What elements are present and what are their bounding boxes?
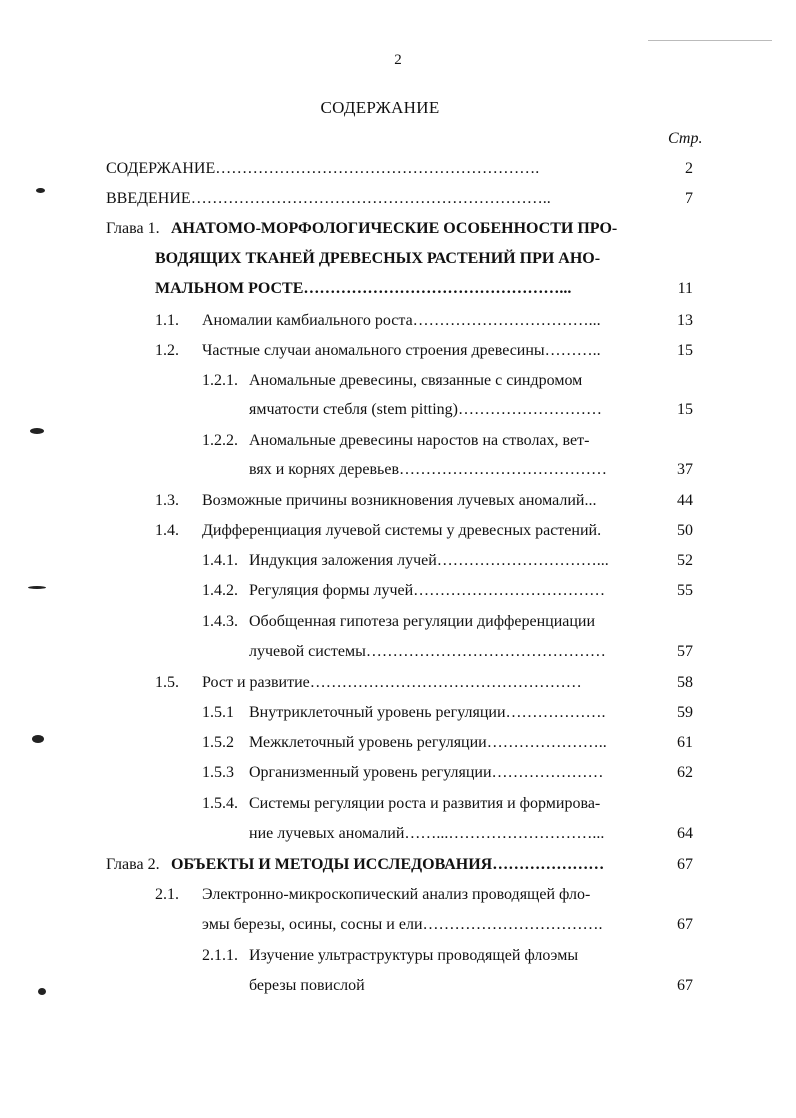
toc-entry-line: АНАТОМО-МОРФОЛОГИЧЕСКИЕ ОСОБЕННОСТИ ПРО- (171, 220, 618, 237)
toc-entry-line: Аномальные древесины, связанные с синдромом (249, 372, 583, 389)
toc-entry-line: ние лучевых аномалий……...………………………... (249, 825, 605, 842)
toc-page-number: 62 (677, 764, 693, 781)
toc-entry-number: 1.2. (155, 342, 179, 359)
toc-entry-number: 1.4.3. (202, 613, 238, 630)
toc-entry-line: Организменный уровень регуляции………………… (249, 764, 604, 781)
toc-entry-line: ВОДЯЩИХ ТКАНЕЙ ДРЕВЕСНЫХ РАСТЕНИЙ ПРИ АНО- (155, 250, 601, 267)
toc-entry-line: Частные случаи аномального строения древесины……….. (202, 342, 601, 359)
toc-entry-line: Изучение ультраструктуры проводящей флоэмы (249, 947, 579, 964)
toc-page-number: 2 (685, 160, 693, 177)
toc-entry-line: березы повислой (249, 977, 365, 994)
toc-entry-number: 1.2.1. (202, 372, 238, 389)
toc-entry-line: ямчатости стебля (stem pitting)……………………… (249, 401, 602, 418)
toc-entry-line: Возможные причины возникновения лучевых аномалий... (202, 492, 597, 509)
toc-entry-line: Межклеточный уровень регуляции………………….. (249, 734, 607, 751)
toc-entry-line: Рост и развитие…………………………………………… (202, 674, 582, 691)
toc-entry-number: 1.5.3 (202, 764, 234, 781)
toc-entry-number: 1.4.2. (202, 582, 238, 599)
toc-entry-line: Индукция заложения лучей…………………………... (249, 552, 609, 569)
toc-page-number: 59 (677, 704, 693, 721)
toc-entry-number: Глава 1. (106, 220, 160, 237)
toc-entry-line: СОДЕРЖАНИЕ……………………………………………………. (106, 160, 540, 177)
toc-page-number: 11 (677, 280, 693, 297)
toc-entry-line: Системы регуляции роста и развития и формирова- (249, 795, 601, 812)
toc-entry-number: 1.4. (155, 522, 179, 539)
toc-entry-line: эмы березы, осины, сосны и ели……………………………. (202, 916, 603, 933)
toc-page-number: 67 (677, 977, 693, 994)
page-title: СОДЕРЖАНИЕ (320, 98, 440, 117)
toc-entry-number: 1.2.2. (202, 432, 238, 449)
toc-entry-number: 2.1.1. (202, 947, 238, 964)
toc-page-number: 15 (677, 401, 693, 418)
toc-page-number: 67 (677, 916, 693, 933)
toc-entry-line: Внутриклеточный уровень регуляции………………. (249, 704, 606, 721)
toc-entry-line: Дифференциация лучевой системы у древесных растений. (202, 522, 602, 539)
toc-entry-line: лучевой системы……………………………………… (249, 643, 606, 660)
toc-entry-line: Аномальные древесины наростов на стволах, вет- (249, 432, 590, 449)
toc-page-number: 64 (677, 825, 693, 842)
scan-artifact-line (648, 40, 772, 41)
page-column-header: Стр. (668, 130, 703, 147)
toc-page-number: 44 (677, 492, 693, 509)
toc-entry-number: 1.5.4. (202, 795, 238, 812)
toc-page-number: 55 (677, 582, 693, 599)
page-number: 2 (394, 52, 402, 68)
toc-entry-line: ВВЕДЕНИЕ………………………………………………………….. (106, 190, 551, 207)
toc-page-number: 37 (677, 461, 693, 478)
toc-page-number: 58 (677, 674, 693, 691)
toc-entry-number: Глава 2. (106, 856, 160, 873)
toc-entry-number: 1.4.1. (202, 552, 238, 569)
toc-entry-number: 2.1. (155, 886, 179, 903)
toc-page-number: 7 (685, 190, 693, 207)
toc-page-number: 52 (677, 552, 693, 569)
toc-entry-line: ОБЪЕКТЫ И МЕТОДЫ ИССЛЕДОВАНИЯ………………… (171, 856, 605, 873)
toc-entry-number: 1.5.1 (202, 704, 234, 721)
toc-entry-number: 1.3. (155, 492, 179, 509)
toc-page-number: 50 (677, 522, 693, 539)
toc-page-number: 13 (677, 312, 693, 329)
toc-entry-line: Регуляция формы лучей……………………………… (249, 582, 606, 599)
toc-page-number: 67 (677, 856, 693, 873)
toc-entry-line: Электронно-микроскопический анализ проводящей фло- (202, 886, 591, 903)
toc-entry-line: Аномалии камбиального роста……………………………... (202, 312, 601, 329)
toc-entry-number: 1.5. (155, 674, 179, 691)
toc-entry-line: МАЛЬНОМ РОСТЕ…………………………………………... (155, 280, 572, 297)
toc-page-number: 61 (677, 734, 693, 751)
toc-entry-line: вях и корнях деревьев………………………………… (249, 461, 607, 478)
toc-entry-line: Обобщенная гипотеза регуляции дифференциации (249, 613, 596, 630)
toc-page-number: 57 (677, 643, 693, 660)
toc-entry-number: 1.1. (155, 312, 179, 329)
toc-page-number: 15 (677, 342, 693, 359)
toc-entry-number: 1.5.2 (202, 734, 234, 751)
